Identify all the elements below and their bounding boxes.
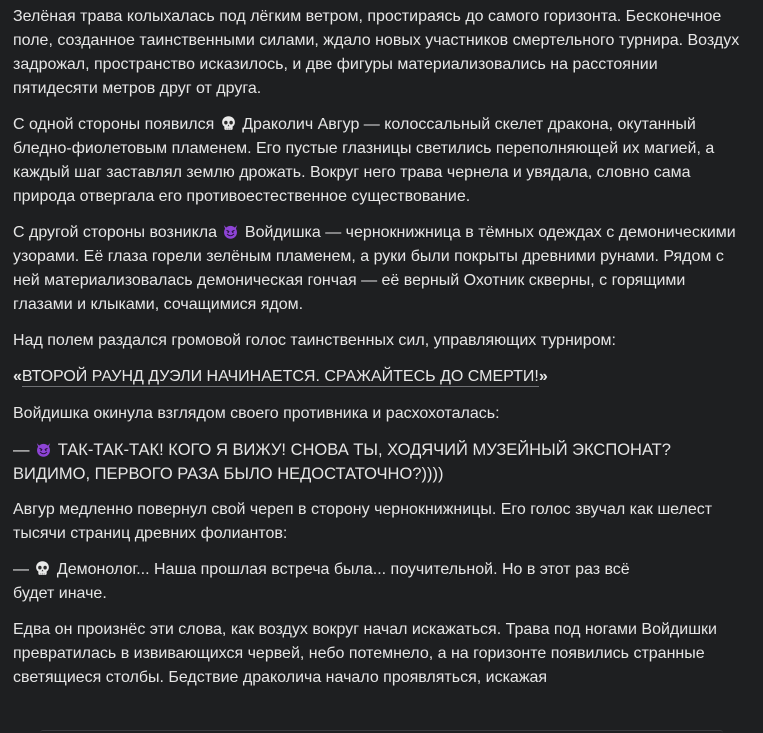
dialogue-avgur-text: Демонолог... Наша прошлая встреча была... поучительной. Но в этот раз всё будет иначе. — [13, 561, 630, 602]
announcement-quote-open: « — [13, 368, 22, 385]
paragraph-voice: Над полем раздался громовой голос таинственных сил, управляющих турниром: — [13, 332, 616, 349]
devil-icon — [222, 223, 239, 240]
paragraph-dracolich — [13, 113, 743, 209]
paragraph-dracolich-body: Драколич Авгур — колоссальный скелет дракона, окутанный бледно-фиолетовым пламенем. Его пустые глазницы светились переполняющей их магией, а каждый шаг заставлял землю дрожать. Вокруг него трава чернела и увядала, словно сама природа отвергала его противоестественное существование. — [13, 116, 715, 205]
story-text — [13, 5, 743, 702]
paragraph-warlock-lead: С другой стороны возникла — [13, 224, 218, 241]
skull-icon — [34, 560, 51, 577]
paragraph-warlock-body: Войдишка — чернокнижница в тёмных одеждах с демоническими узорами. Её глаза горели зелёным пламенем, а руки были покрыты древними рунами. Рядом с ней материализовалась демоническая гончая — её верный Охотник скверны, с горящими глазами и клыками, сочащимися ядом. — [13, 224, 736, 313]
paragraph-warlock — [13, 221, 743, 317]
announcement-text[interactable]: ВТОРОЙ РАУНД ДУЭЛИ НАЧИНАЕТСЯ. СРАЖАЙТЕСЬ ДО СМЕРТИ! — [21, 368, 539, 385]
dialogue-warlock-text: ТАК-ТАК-ТАК! КОГО Я ВИЖУ! СНОВА ТЫ, ХОДЯЧИЙ МУЗЕЙНЫЙ ЭКСПОНАТ? ВИДИМО, ПЕРВОГО РАЗА БЫЛО НЕДОСТАТОЧНО?)))) — [13, 441, 671, 483]
paragraph-intro: Зелёная трава колыхалась под лёгким ветром, простираясь до самого горизонта. Бесконечное поле, созданное таинственными силами, ждало новых участников смертельного турнира. Воздух задрожал, пространство исказилось, и две фигуры материализовались на расстоянии пятидесяти метров друг от друга. — [13, 8, 740, 97]
skull-icon — [220, 115, 237, 132]
devil-icon — [35, 441, 52, 458]
dialogue-avgur-dash: — — [13, 561, 29, 578]
dialogue-avgur — [13, 558, 653, 606]
dialogue-warlock-dash: — — [13, 441, 30, 459]
paragraph-distortion: Едва он произнёс эти слова, как воздух вокруг начал искажаться. Трава под ногами Войдишки превратилась в извивающихся червей, небо потемнело, а на горизонте появились странные светящиеся столбы. Бедствие драколича начало проявляться, искажая — [13, 621, 717, 686]
paragraph-dracolich-lead: С одной стороны появился — [13, 116, 215, 133]
paragraph-avgur-voice: Авгур медленно повернул свой череп в сторону чернокнижницы. Его голос звучал как шелест тысячи страниц древних фолиантов: — [13, 501, 713, 542]
dialogue-warlock — [13, 438, 743, 486]
announcement-quote-close: » — [538, 368, 548, 385]
paragraph-laugh: Войдишка окинула взглядом своего противника и расхохоталась: — [13, 405, 500, 422]
announcement — [13, 365, 548, 389]
